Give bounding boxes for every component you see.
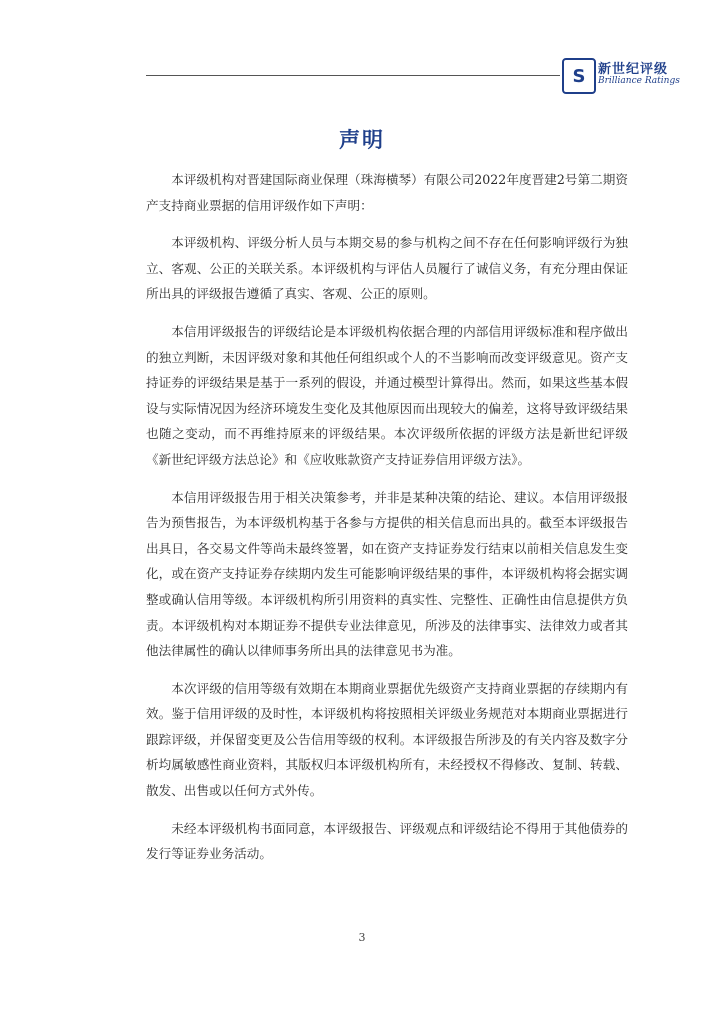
logo-chinese-name: 新世纪评级	[598, 62, 669, 77]
paragraph-usage: 本信用评级报告用于相关决策参考，并非是某种决策的结论、建议。本信用评级报告为预售报告，为本评级机构基于各参与方提供的相关信息而出具的。截至本评级报告出具日，各交易文件等尚未最终签署，如在资产支持证券发行结束以前相关信息发生变化，或在资产支持证券存续期内发生可能影响评级结果的事件，本评级机构将会据实调整或确认信用等级。本评级机构所引用资料的真实性、完整性、正确性由信息提供方负责。本评级机构对本期证券不提供专业法律意见，所涉及的法律事实、法律效力或者其他法律属性的确认以律师事务所出具的法律意见书为准。	[146, 489, 628, 659]
logo-english-name: Brilliance Ratings	[598, 76, 680, 86]
header-divider	[146, 75, 560, 76]
logo-mark-icon: S	[562, 58, 596, 94]
paragraph-intro: 本评级机构对晋建国际商业保理（珠海横琴）有限公司2022年度晋建2号第二期资产支持商业票据的信用评级作如下声明：	[146, 172, 628, 213]
company-logo	[562, 58, 680, 92]
page-title: 声明	[339, 128, 385, 152]
paragraph-validity: 本次评级的信用等级有效期在本期商业票据优先级资产支持商业票据的存续期内有效。鉴于信用评级的及时性，本评级机构将按照相关评级业务规范对本期商业票据进行跟踪评级，并保留变更及公告信用等级的权利。本评级报告所涉及的有关内容及数字分析均属敏感性商业资料，其版权归本评级机构所有，未经授权不得修改、复制、转载、散发、出售或以任何方式外传。	[146, 680, 628, 799]
page-number: 3	[358, 931, 366, 944]
paragraph-consent: 未经本评级机构书面同意，本评级报告、评级观点和评级结论不得用于其他债券的发行等证券业务活动。	[146, 820, 628, 862]
paragraph-independence: 本评级机构、评级分析人员与本期交易的参与机构之间不存在任何影响评级行为独立、客观、公正的关联关系。本评级机构与评估人员履行了诚信义务，有充分理由保证所出具的评级报告遵循了真实、客观、公正的原则。	[146, 235, 628, 302]
paragraph-rating-conclusion: 本信用评级报告的评级结论是本评级机构依据合理的内部信用评级标准和程序做出的独立判断，未因评级对象和其他任何组织或个人的不当影响而改变评级意见。资产支持证券的评级结果是基于一系列的假设，并通过模型计算得出。然而，如果这些基本假设与实际情况因为经济环境发生变化及其他原因而出现较大的偏差，这将导致评级结果也随之变动，而不再维持原来的评级结果。本次评级所依据的评级方法是新世纪评级《新世纪评级方法总论》和《应收账款资产支持证券信用评级方法》。	[146, 323, 628, 467]
declaration-body	[146, 167, 628, 879]
